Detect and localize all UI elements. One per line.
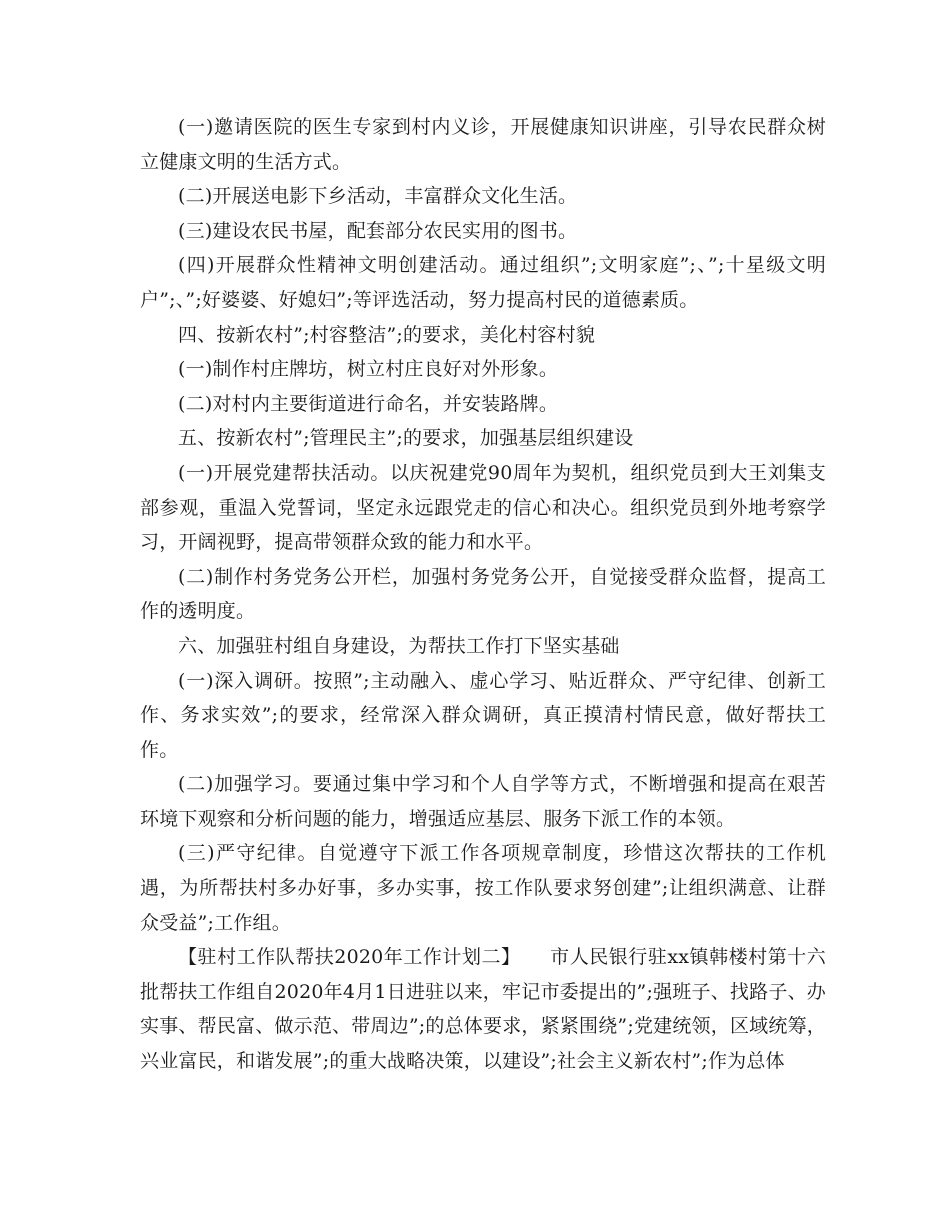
paragraph-1: (一)邀请医院的医生专家到村内义诊，开展健康知识讲座，引导农民群众树立健康文明的生活方式。: [140, 116, 826, 173]
paragraph-6: (一)制作村庄牌坊，树立村庄良好对外形象。: [178, 358, 559, 381]
paragraph-4: (四)开展群众性精神文明创建活动。通过组织”;文明家庭”;、”;十星级文明户”;、”;好婆婆、好媳妇”;等评选活动，努力提高村民的道德素质。: [140, 254, 826, 311]
paragraph-12: (一)深入调研。按照”;主动融入、虚心学习、贴近群众、严守纪律、创新工作、务求实效”;的要求，经常深入群众调研，真正摸清村情民意，做好帮扶工作。: [140, 669, 826, 761]
paragraph-10: (二)制作村务党务公开栏，加强村务党务公开，自觉接受群众监督，提高工作的透明度。: [140, 565, 826, 623]
section-heading-5: 五、按新农村”;管理民主”;的要求，加强基层组织建设: [178, 427, 634, 450]
paragraph-15: 【驻村工作队帮扶2020年工作计划二】 市人民银行驻xx镇韩楼村第十六批帮扶工作组自2020年4月1日进驻以来，牢记市委提出的”;强班子、找路子、办实事、帮民富、做示范、带周边”;的总体要求，紧紧围绕”;党建统领，区域统筹，兴业富民，和谐发展”;的重大战略决策，以建设”;社会主义新农村”;作为总体: [140, 946, 826, 1073]
paragraph-7: (二)对村内主要街道进行命名，并安装路牌。: [178, 392, 559, 415]
paragraph-2: (二)开展送电影下乡活动，丰富群众文化生活。: [178, 185, 578, 208]
paragraph-13: (二)加强学习。要通过集中学习和个人自学等方式，不断增强和提高在艰苦环境下观察和分析问题的能力，增强适应基层、服务下派工作的本领。: [140, 773, 826, 830]
section-heading-6: 六、加强驻村组自身建设，为帮扶工作打下坚实基础: [178, 634, 620, 657]
section-heading-4: 四、按新农村”;村容整洁”;的要求，美化村容村貌: [178, 323, 596, 346]
paragraph-14: (三)严守纪律。自觉遵守下派工作各项规章制度，珍惜这次帮扶的工作机遇，为所帮扶村多办好事，多办实事，按工作队要求努创建”;让组织满意、让群众受益”;工作组。: [140, 842, 826, 934]
paragraph-3: (三)建设农民书屋，配套部分农民实用的图书。: [178, 219, 578, 242]
document-body: [140, 110, 826, 1079]
paragraph-9: (一)开展党建帮扶活动。以庆祝建党90周年为契机，组织党员到大王刘集支部参观，重温入党誓词，坚定永远跟党走的信心和决心。组织党员到外地考察学习，开阔视野，提高带领群众致的能力和水平。: [140, 461, 826, 554]
